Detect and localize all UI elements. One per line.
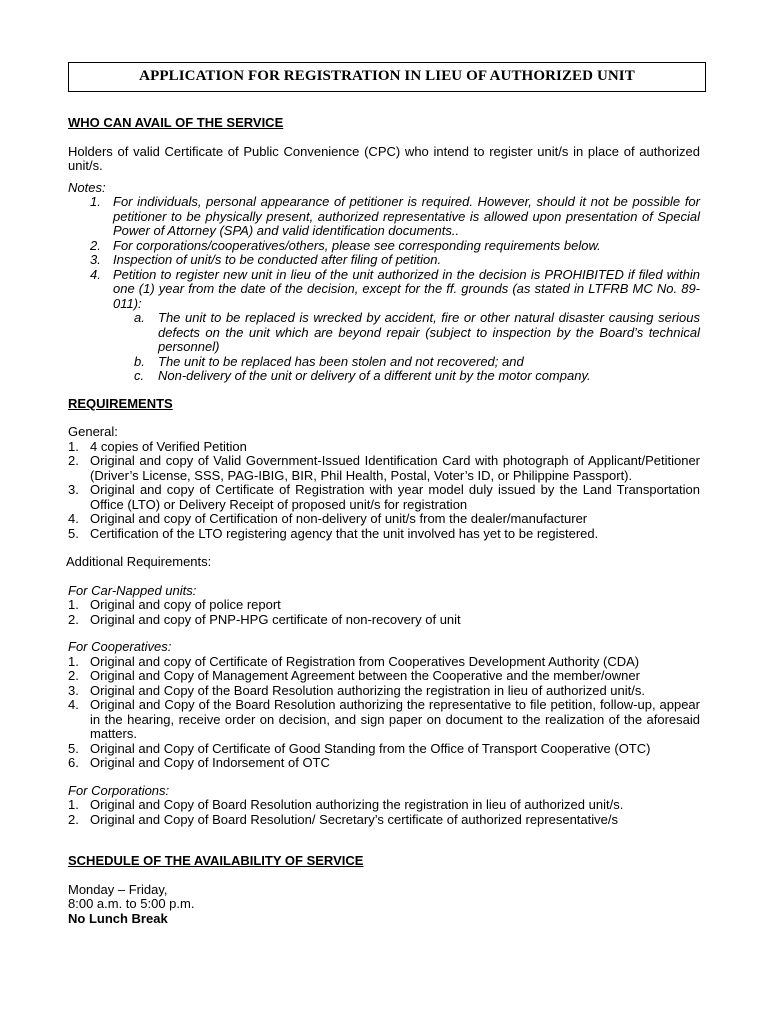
document-body <box>68 116 700 926</box>
requirements-heading: REQUIREMENTS <box>68 395 173 411</box>
list-item: 2. Original and copy of Valid Government-Issued Identification Card with photograph of Applicant/Petitioner (Driver’s License, SSS, PAG-IBIG, BIR, Phil Health, Postal, Voter’s ID, or Philippine Passport). <box>68 453 700 483</box>
corp-list <box>68 798 700 827</box>
corp-label: For Corporations: <box>68 782 170 798</box>
list-item: 2. Original and copy of PNP-HPG certificate of non-recovery of unit <box>68 611 461 627</box>
list-item: b. The unit to be replaced has been stolen and not recovered; and <box>134 353 524 369</box>
schedule-hours: 8:00 a.m. to 5:00 p.m. <box>68 896 195 911</box>
who-heading: WHO CAN AVAIL OF THE SERVICE <box>68 115 284 130</box>
coop-label: For Cooperatives: <box>68 639 172 654</box>
list-item: 3. Original and copy of Certificate of Registration with year model duly issued by the Land Transportation Office (LTO) or Delivery Receipt of proposed unit/s for registration <box>68 482 700 512</box>
who-text: Holders of valid Certificate of Public Convenience (CPC) who intend to register unit/s in place of authorized unit/s. <box>68 143 700 173</box>
list-item: 1. Original and copy of Certificate of Registration from Cooperatives Development Authority (CDA) <box>68 653 640 669</box>
list-item: 1. Original and Copy of Board Resolution authorizing the registration in lieu of authorized unit/s. <box>68 797 624 812</box>
page-title: APPLICATION FOR REGISTRATION IN LIEU OF AUTHORIZED UNIT <box>139 68 635 84</box>
list-item: 4. Original and copy of Certification of non-delivery of unit/s from the dealer/manufacturer <box>68 511 588 526</box>
title-box <box>68 62 706 92</box>
list-item: 2. Original and Copy of Management Agreement between the Cooperative and the member/owner <box>68 668 640 683</box>
general-list <box>68 440 700 542</box>
notes-label: Notes: <box>68 179 106 195</box>
list-item: 3. Inspection of unit/s to be conducted after filing of petition. <box>90 252 442 267</box>
schedule-heading: SCHEDULE OF THE AVAILABILITY OF SERVICE <box>68 853 364 868</box>
list-item: c. Non-delivery of the unit or delivery of a different unit by the motor company. <box>134 368 591 383</box>
list-item: 1. For individuals, personal appearance of petitioner is required. However, should it not be possible for petitioner to be physically present, authorized representative is allowed upon presentation of Special Power of Attorney (SPA) and valid identification documents.. <box>90 194 700 238</box>
schedule-lunch: No Lunch Break <box>68 910 168 926</box>
list-item: 3. Original and Copy of the Board Resolution authorizing the registration in lieu of authorized unit/s. <box>68 682 645 698</box>
general-label: General: <box>68 424 118 439</box>
list-item: 4. Petition to register new unit in lieu of the unit authorized in the decision is PROHIBITED if filed within one (1) year from the date of the decision, except for the ff. grounds (as stated in LTFRB MC No. 89-011): <box>90 266 700 311</box>
notes-list <box>68 195 700 311</box>
list-item: 2. For corporations/cooperatives/others, please see corresponding requirements below. <box>90 237 601 253</box>
carnapped-label: For Car-Napped units: <box>68 582 197 598</box>
list-item: 1. Original and copy of police report <box>68 597 281 612</box>
subnotes-list <box>68 311 700 384</box>
list-item: 5. Original and Copy of Certificate of Good Standing from the Office of Transport Cooperative (OTC) <box>68 740 651 756</box>
list-item: 4. Original and Copy of the Board Resolution authorizing the representative to file petition, follow-up, appear in the hearing, receive order on decision, and sign paper on document to the realization of the aforesaid matters. <box>68 697 700 741</box>
list-item: 6. Original and Copy of Indorsement of OTC <box>68 755 330 770</box>
list-item: 2. Original and Copy of Board Resolution/ Secretary’s certificate of authorized representative/s <box>68 811 618 827</box>
list-item: 1. 4 copies of Verified Petition <box>68 438 247 454</box>
coop-list <box>68 655 700 771</box>
carnapped-list <box>68 598 700 627</box>
list-item: 5. Certification of the LTO registering agency that the unit involved has yet to be registered. <box>68 525 599 541</box>
list-item: a. The unit to be replaced is wrecked by accident, fire or other natural disaster causing serious defects on the unit which are beyond repair (subject to inspection by the Board’s technical personnel) <box>134 310 700 354</box>
schedule-days: Monday – Friday, <box>68 881 168 897</box>
additional-label: Additional Requirements: <box>66 554 212 569</box>
